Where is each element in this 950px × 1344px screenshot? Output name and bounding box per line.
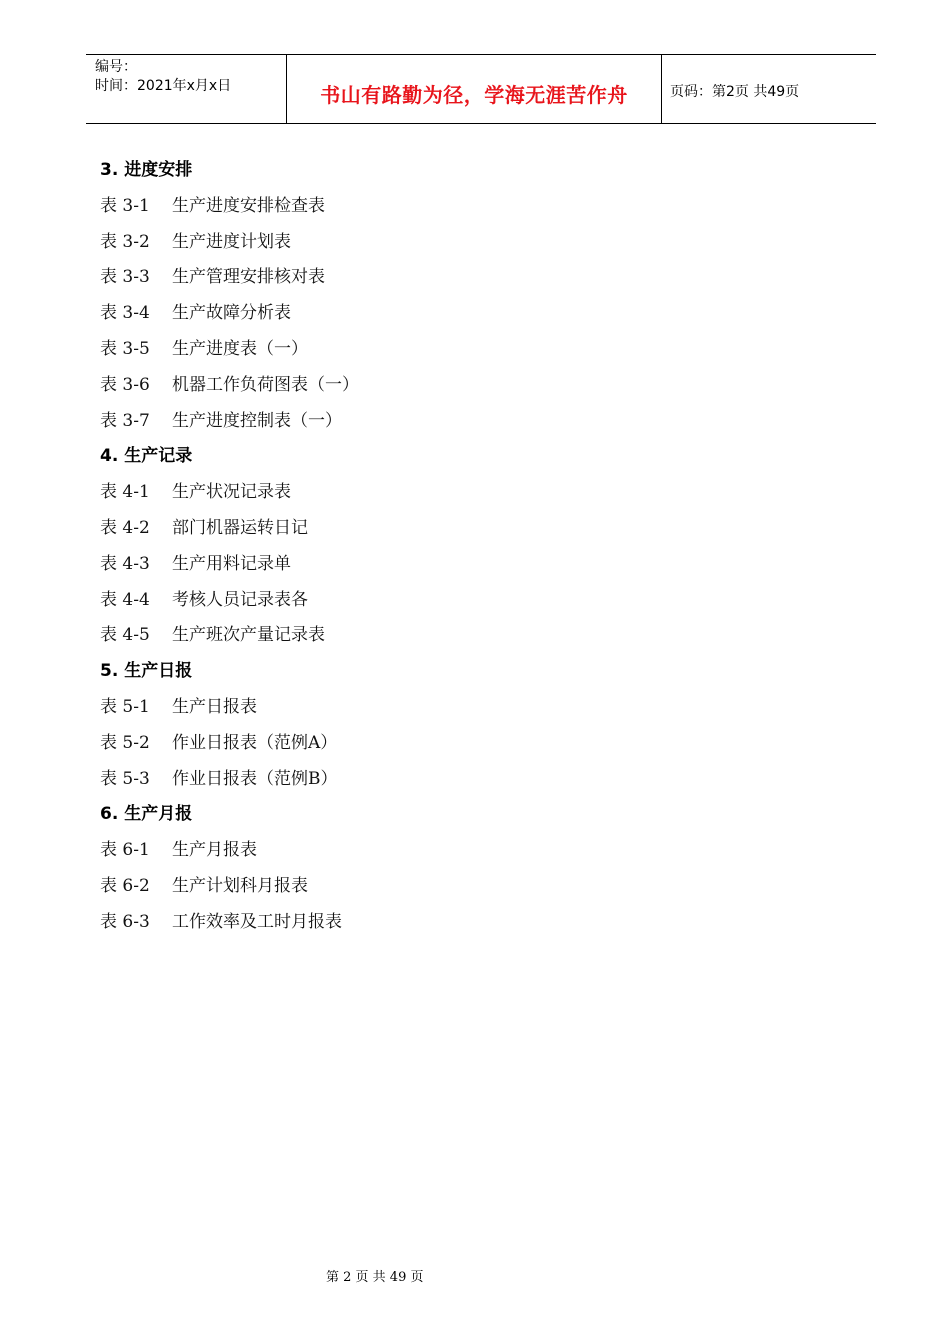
section-title: 3. 进度安排 xyxy=(100,160,193,180)
toc-entry xyxy=(100,871,308,896)
toc-entry-code: 表 6-1 xyxy=(100,840,150,861)
header-meta-cell xyxy=(86,55,286,123)
toc-entry-name: 生产计划科月报表 xyxy=(172,876,308,896)
toc-entry xyxy=(100,298,291,323)
toc-entry-code: 表 3-2 xyxy=(100,231,150,252)
toc-entry xyxy=(100,406,342,431)
toc-entry-name: 生产故障分析表 xyxy=(172,303,291,324)
header-motto-cell xyxy=(286,55,662,123)
header-page-cell xyxy=(661,55,876,123)
toc-entry xyxy=(100,549,291,574)
section-title: 4. 生产记录 xyxy=(100,446,193,467)
toc-entry xyxy=(100,764,338,789)
toc-entry xyxy=(100,262,325,287)
toc-entry-code: 表 4-5 xyxy=(100,625,150,646)
toc-entry-name: 生产状况记录表 xyxy=(172,482,291,503)
toc-entry-code: 表 3-4 xyxy=(100,303,150,324)
toc-entry-name: 部门机器运转日记 xyxy=(172,518,308,538)
toc-entry-name: 生产月报表 xyxy=(172,840,257,861)
toc-entry-code: 表 3-1 xyxy=(100,195,150,216)
document-date-label: 时间：2021年x月x日 xyxy=(95,78,232,94)
toc-entry-name: 生产日报表 xyxy=(172,697,257,717)
toc-entry-name: 作业日报表（范例A） xyxy=(172,732,338,753)
header-motto: 书山有路勤为径，学海无涯苦作舟 xyxy=(320,83,628,107)
section-title: 6. 生产月报 xyxy=(100,804,193,825)
toc-entry-name: 生产进度控制表（一） xyxy=(172,410,342,431)
toc-entry-code: 表 5-1 xyxy=(100,697,150,717)
toc-entry xyxy=(100,334,308,359)
toc-entry xyxy=(100,728,337,753)
toc-entry xyxy=(100,191,325,216)
toc-entry-name: 生产进度安排检查表 xyxy=(172,195,325,216)
toc-entry-name: 考核人员记录表各 xyxy=(172,589,308,610)
toc-entry xyxy=(100,477,291,502)
toc-entry xyxy=(100,907,342,932)
toc-entry-code: 表 6-3 xyxy=(100,911,150,932)
toc-entry-code: 表 3-7 xyxy=(100,410,150,431)
toc-entry-code: 表 3-5 xyxy=(100,339,150,359)
toc-entry-name: 生产管理安排核对表 xyxy=(172,267,325,288)
section-title: 5. 生产日报 xyxy=(100,661,193,682)
toc-entry xyxy=(100,513,308,538)
toc-entry-name: 生产进度计划表 xyxy=(172,231,291,252)
toc-entry-code: 表 5-2 xyxy=(100,732,150,753)
toc-entry xyxy=(100,835,257,860)
toc-entry-name: 工作效率及工时月报表 xyxy=(172,911,342,932)
toc-entry-code: 表 5-3 xyxy=(100,768,150,789)
toc-entry-code: 表 4-4 xyxy=(100,589,150,610)
toc-entry xyxy=(100,227,291,252)
document-number-label: 编号： xyxy=(95,59,137,75)
header-page-info: 页码：第2页 共49页 xyxy=(670,84,800,100)
toc-entry-code: 表 3-6 xyxy=(100,374,150,395)
toc-entry xyxy=(100,620,325,645)
toc-entry-name: 生产班次产量记录表 xyxy=(172,625,325,646)
toc-entry-name: 生产进度表（一） xyxy=(172,339,308,359)
document-header xyxy=(86,54,876,124)
toc-entry xyxy=(100,692,257,717)
toc-entry-code: 表 4-1 xyxy=(100,482,150,503)
toc-entry-code: 表 4-3 xyxy=(100,553,150,574)
page-footer: 第 2 页 共 49 页 xyxy=(326,1270,424,1285)
toc-entry-name: 机器工作负荷图表（一） xyxy=(172,374,359,395)
toc-entry-name: 作业日报表（范例B） xyxy=(172,768,338,789)
toc-entry xyxy=(100,370,359,395)
toc-entry-code: 表 3-3 xyxy=(100,267,150,288)
toc-entry-code: 表 6-2 xyxy=(100,876,150,896)
toc-entry xyxy=(100,585,308,610)
toc-entry-code: 表 4-2 xyxy=(100,518,150,538)
toc-entry-name: 生产用料记录单 xyxy=(172,553,291,574)
